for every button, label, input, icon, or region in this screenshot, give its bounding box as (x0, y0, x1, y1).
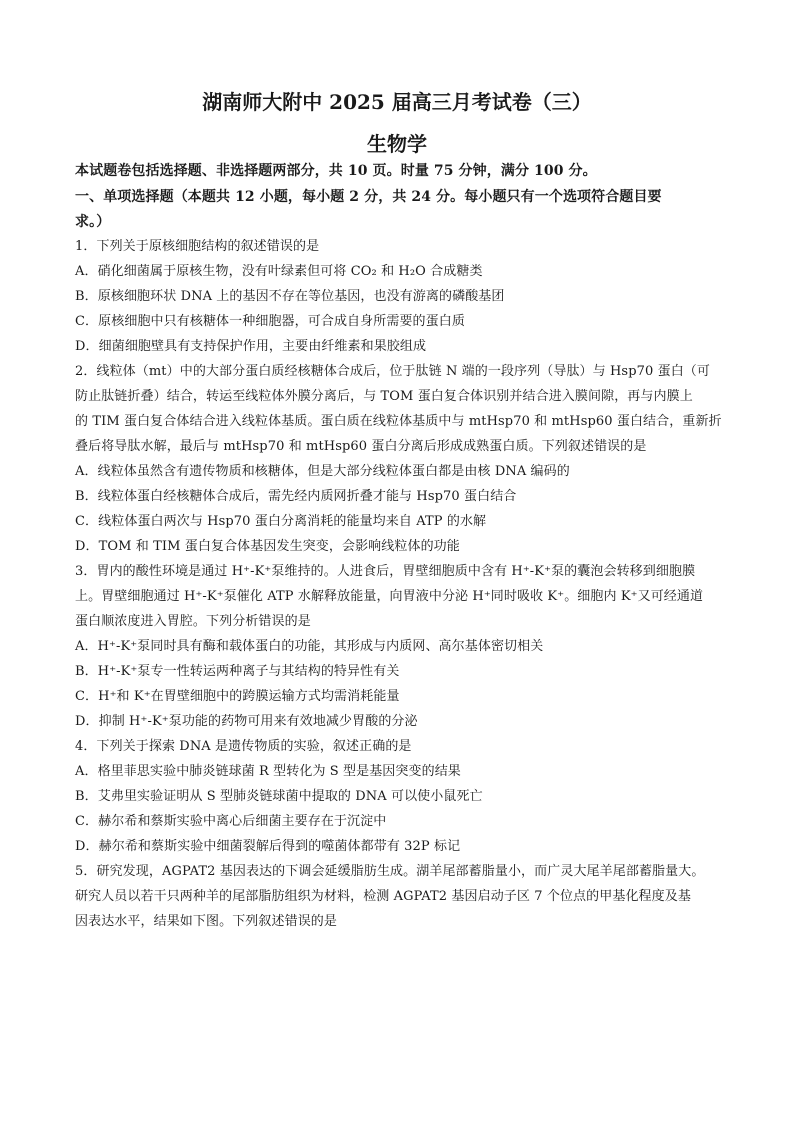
q1-stem: 1．下列关于原核细胞结构的叙述错误的是 (75, 239, 320, 254)
q2-option-a: A．线粒体虽然含有遗传物质和核糖体，但是大部分线粒体蛋白都是由核 DNA 编码的 (75, 464, 570, 479)
exam-intro: 本试题卷包括选择题、非选择题两部分，共 10 页。时量 75 分钟，满分 100 分。 (75, 163, 597, 179)
q3-stem-line: 蛋白顺浓度进入胃腔。下列分析错误的是 (75, 614, 311, 629)
q2-option-b: B．线粒体蛋白经核糖体合成后，需先经内质网折叠才能与 Hsp70 蛋白结合 (75, 489, 517, 504)
q1-option-c: C．原核细胞中只有核糖体一种细胞器，可合成自身所需要的蛋白质 (75, 314, 465, 329)
q4-stem: 4．下列关于探索 DNA 是遗传物质的实验，叙述正确的是 (75, 739, 412, 754)
exam-title: 湖南师大附中 2025 届高三月考试卷（三） (202, 90, 592, 114)
q4-option-d: D．赫尔希和蔡斯实验中细菌裂解后得到的噬菌体都带有 32P 标记 (75, 839, 461, 854)
q3-option-c: C．H⁺和 K⁺在胃壁细胞中的跨膜运输方式均需消耗能量 (75, 689, 400, 704)
section-heading: 一、单项选择题（本题共 12 小题，每小题 2 分，共 24 分。每小题只有一个选项符合题目要 (75, 189, 662, 205)
subject-title: 生物学 (367, 132, 427, 156)
section-heading-cont: 求。） (75, 214, 111, 230)
q5-stem-line: 5．研究发现，AGPAT2 基因表达的下调会延缓脂肪生成。湖羊尾部蓄脂量小，而广灵大尾羊尾部蓄脂量大。 (75, 864, 705, 879)
q2-stem-line: 叠后将导肽水解，最后与 mtHsp70 和 mtHsp60 蛋白分离后形成成熟蛋白质。下列叙述错误的是 (75, 439, 647, 454)
q4-option-a: A．格里菲思实验中肺炎链球菌 R 型转化为 S 型是基因突变的结果 (75, 764, 461, 779)
q4-option-c: C．赫尔希和蔡斯实验中离心后细菌主要存在于沉淀中 (75, 814, 387, 829)
q3-option-a: A．H⁺-K⁺泵同时具有酶和载体蛋白的功能，其形成与内质网、高尔基体密切相关 (75, 639, 544, 654)
q3-option-b: B．H⁺-K⁺泵专一性转运两种离子与其结构的特异性有关 (75, 664, 400, 679)
q5-stem-line: 研究人员以若干只两种羊的尾部脂肪组织为材料，检测 AGPAT2 基因启动子区 7 个位点的甲基化程度及基 (75, 889, 691, 904)
q2-stem-line: 防止肽链折叠）结合，转运至线粒体外膜分离后，与 TOM 蛋白复合体识别并结合进入膜间隙，再与内膜上 (75, 389, 693, 404)
q2-option-d: D．TOM 和 TIM 蛋白复合体基因发生突变，会影响线粒体的功能 (75, 539, 460, 554)
q4-option-b: B．艾弗里实验证明从 S 型肺炎链球菌中提取的 DNA 可以使小鼠死亡 (75, 789, 483, 804)
q3-option-d: D．抑制 H⁺-K⁺泵功能的药物可用来有效地减少胃酸的分泌 (75, 714, 418, 729)
q3-stem-line: 上。胃壁细胞通过 H⁺-K⁺泵催化 ATP 水解释放能量，向胃液中分泌 H⁺同时吸收 K⁺。细胞内 K⁺又可经通道 (75, 589, 704, 604)
q2-option-c: C．线粒体蛋白两次与 Hsp70 蛋白分离消耗的能量均来自 ATP 的水解 (75, 514, 487, 529)
q1-option-a: A．硝化细菌属于原核生物，没有叶绿素但可将 CO₂ 和 H₂O 合成糖类 (75, 264, 483, 279)
q2-stem-line: 的 TIM 蛋白复合体结合进入线粒体基质。蛋白质在线粒体基质中与 mtHsp70 和 mtHsp60 蛋白结合，重新折 (75, 414, 722, 429)
q1-option-d: D．细菌细胞壁具有支持保护作用，主要由纤维素和果胶组成 (75, 339, 427, 354)
q1-option-b: B．原核细胞环状 DNA 上的基因不存在等位基因，也没有游离的磷酸基团 (75, 289, 505, 304)
q2-stem-line: 2．线粒体（mt）中的大部分蛋白质经核糖体合成后，位于肽链 N 端的一段序列（导肽）与 Hsp70 蛋白（可 (75, 364, 710, 379)
q3-stem-line: 3．胃内的酸性环境是通过 H⁺-K⁺泵维持的。人进食后，胃壁细胞质中含有 H⁺-K⁺泵的囊泡会转移到细胞膜 (75, 564, 696, 579)
q5-stem-line: 因表达水平，结果如下图。下列叙述错误的是 (75, 914, 338, 929)
